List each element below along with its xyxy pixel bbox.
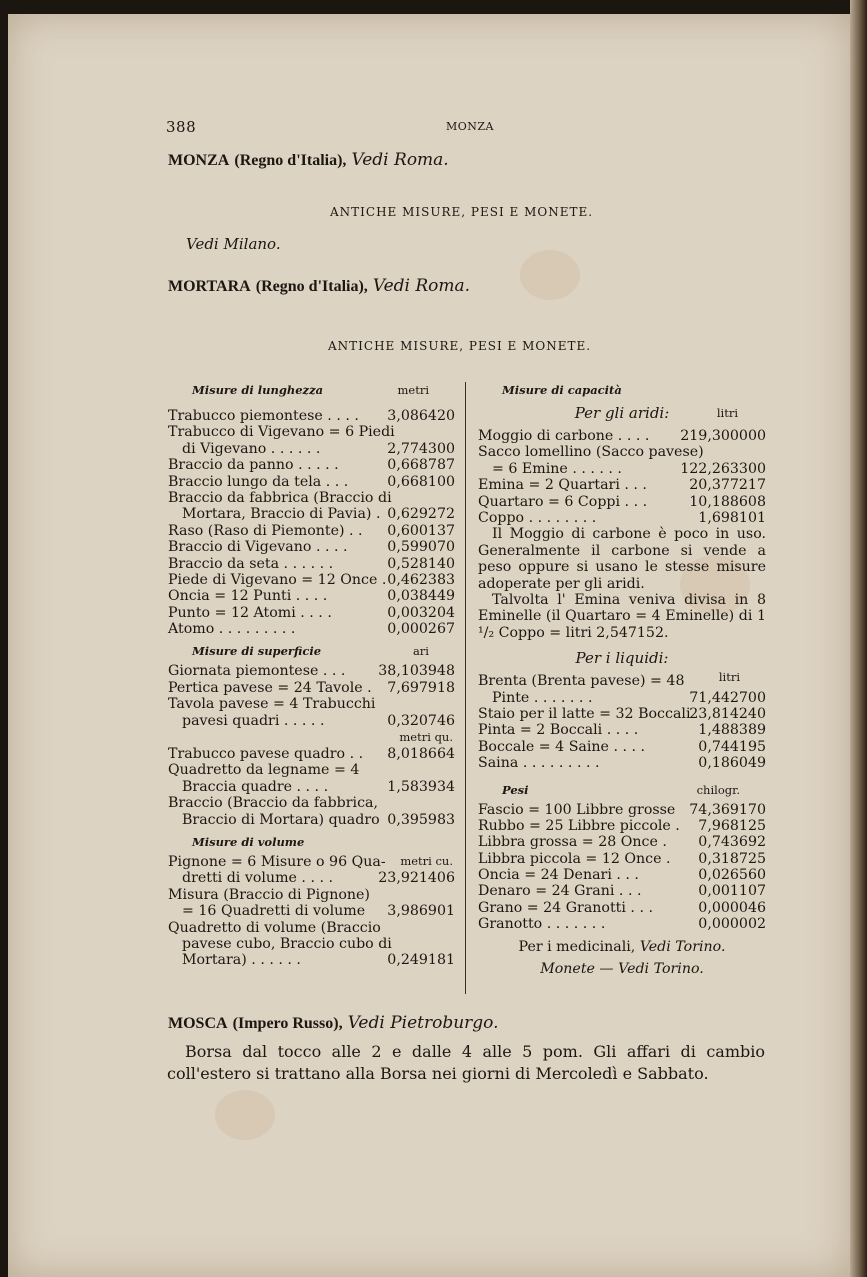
dry-measures-table	[478, 428, 766, 526]
table-row	[168, 621, 455, 637]
section-caption: ANTICHE MISURE, PESI E MONETE.	[328, 339, 592, 353]
measure-value: 0,000046	[698, 899, 766, 916]
table-row	[168, 588, 455, 604]
page-edge	[850, 0, 867, 1277]
measure-label: Tavola pavese = 4 Trabucchi	[168, 696, 376, 713]
measure-value: 20,377217	[689, 477, 766, 494]
table-row	[168, 936, 455, 952]
subsection-header	[478, 402, 766, 424]
table-row	[168, 903, 455, 919]
mosca-paragraph: Borsa dal tocco alle 2 e dalle 4 alle 5 pom. Gli affari di cambio coll'estero si trattano alla Borsa nei giorni di Mercoledì e Sabbato.	[167, 1042, 765, 1083]
measure-label: Braccio da fabbrica (Braccio di	[168, 489, 392, 506]
table-row	[168, 696, 455, 712]
section-caption: ANTICHE MISURE, PESI E MONETE.	[330, 205, 594, 219]
measure-label: Trabucco pavese quadro . .	[168, 746, 364, 763]
table-row	[478, 673, 766, 689]
measure-label: Trabucco di Vigevano = 6 Piedi	[168, 424, 395, 441]
section-header	[168, 834, 455, 854]
measure-label: Libbra grossa = 28 Once .	[478, 834, 667, 851]
measure-value: 0,743692	[698, 834, 766, 851]
table-row	[168, 762, 455, 778]
measure-label: Braccio lungo da tela . . .	[168, 473, 349, 490]
measure-label: Rubbo = 25 Libbre piccole .	[478, 817, 680, 834]
measure-label: Punto = 12 Atomi . . . .	[168, 604, 332, 621]
measure-label: = 16 Quadretti di volume	[182, 903, 366, 920]
section-title: Misure di capacità	[502, 383, 622, 397]
measure-value: 0,668787	[387, 457, 455, 474]
surface-table-2	[168, 746, 455, 828]
table-row	[168, 556, 455, 572]
section-header	[168, 382, 455, 402]
table-row	[478, 690, 766, 706]
measure-value: 219,300000	[680, 428, 766, 444]
unit-label: ari	[412, 644, 429, 659]
measure-label: Mortara) . . . . . .	[182, 952, 301, 969]
table-row	[478, 477, 766, 493]
table-row	[168, 506, 455, 522]
entry-heading-mortara	[168, 276, 470, 296]
measure-value: 7,968125	[698, 817, 766, 834]
see-reference: Vedi Milano.	[186, 235, 281, 253]
entry-qualifier: (Regno d'Italia),	[234, 152, 347, 169]
unit-label: metri	[397, 383, 429, 397]
measure-value: 0,038449	[387, 588, 455, 605]
measure-value: 0,395983	[387, 811, 455, 828]
measure-value: 0,001107	[698, 883, 766, 900]
measure-label: di Vigevano . . . . . .	[182, 440, 321, 457]
table-row	[478, 818, 766, 834]
left-column	[168, 382, 455, 969]
measure-label: pavesi quadri . . . . .	[182, 712, 325, 729]
table-row	[168, 812, 455, 828]
table-row	[168, 887, 455, 903]
weights-table	[478, 802, 766, 933]
measure-label: Granotto . . . . . . .	[478, 916, 606, 933]
entry-name: MORTARA	[168, 278, 251, 295]
unit-label: litri	[718, 670, 740, 685]
measure-label: Pertica pavese = 24 Tavole .	[168, 679, 372, 696]
table-row	[168, 870, 455, 886]
measure-value: 0,000267	[387, 621, 455, 638]
measure-value: 0,462383	[387, 571, 455, 588]
measure-label: Coppo . . . . . . . .	[478, 509, 597, 526]
table-row	[168, 539, 455, 555]
subsection-title: Per i liquidi:	[575, 649, 669, 668]
section-header	[168, 643, 455, 663]
measure-label: Braccio di Vigevano . . . .	[168, 539, 348, 556]
measure-value: 0,320746	[387, 712, 455, 729]
table-row	[478, 916, 766, 932]
entry-ref: Vedi Roma.	[351, 150, 449, 170]
table-row	[478, 834, 766, 850]
measure-value: 122,263300	[680, 460, 766, 477]
measure-label: Brenta (Brenta pavese) = 48	[478, 673, 685, 690]
table-row	[168, 572, 455, 588]
table-row	[168, 474, 455, 490]
measure-label: Quadretto di volume (Braccio	[168, 919, 381, 936]
table-row	[478, 867, 766, 883]
entry-heading-mosca	[168, 1013, 499, 1033]
measure-label: Emina = 2 Quartari . . .	[478, 477, 647, 494]
subsection-title: Per gli aridi:	[574, 404, 670, 422]
measure-value: 74,369170	[689, 801, 766, 818]
measure-value: 10,188608	[689, 493, 766, 510]
table-row	[168, 680, 455, 696]
foxing-stain	[215, 1090, 275, 1140]
measure-label: Piede di Vigevano = 12 Once .	[168, 571, 387, 588]
measure-label: Giornata piemontese . . .	[168, 663, 346, 680]
page-number: 388	[166, 118, 197, 136]
unit-label: litri	[716, 406, 738, 420]
surface-table	[168, 663, 455, 729]
unit-label: chilogr.	[696, 782, 740, 797]
section-title: Misure di volume	[192, 834, 305, 849]
table-row	[478, 802, 766, 818]
measure-label: Braccio da seta . . . . . .	[168, 555, 334, 572]
measure-value: 0,026560	[698, 867, 766, 884]
section-title: Pesi	[502, 782, 529, 797]
measure-label: Fascio = 100 Libbre grosse	[478, 801, 676, 818]
measure-label: pavese cubo, Braccio cubo di	[182, 935, 392, 952]
table-row	[168, 408, 455, 424]
measure-value: 0,599070	[387, 539, 455, 556]
measure-label: Pinta = 2 Boccali . . . .	[478, 722, 639, 739]
table-row	[168, 779, 455, 795]
measure-label: Quadretto da legname = 4	[168, 762, 360, 779]
table-row	[478, 739, 766, 755]
table-row	[478, 706, 766, 722]
medicinali-text: Per i medicinali,	[518, 938, 636, 955]
table-row	[168, 713, 455, 729]
measure-value: 3,986901	[387, 903, 455, 920]
table-row	[478, 510, 766, 526]
length-table	[168, 408, 455, 637]
table-row	[168, 952, 455, 968]
measure-value: 0,668100	[387, 473, 455, 490]
table-row	[168, 490, 455, 506]
medicinali-line	[478, 937, 766, 957]
measure-label: Oncia = 24 Denari . . .	[478, 867, 639, 884]
measure-label: Boccale = 4 Saine . . . .	[478, 738, 646, 755]
measure-value: 0,249181	[387, 952, 455, 969]
measure-value: 0,000002	[698, 916, 766, 933]
measure-label: dretti di volume . . . .	[182, 870, 333, 887]
measure-value: 7,697918	[387, 679, 455, 696]
foxing-stain	[520, 250, 580, 300]
table-row	[168, 746, 455, 762]
entry-ref: Vedi Roma.	[372, 276, 471, 296]
table-row	[168, 605, 455, 621]
measure-label: Staio per il latte = 32 Boccali	[478, 705, 691, 722]
measure-label: Mortara, Braccio di Pavia) .	[182, 506, 381, 523]
measure-label: Oncia = 12 Punti . . . .	[168, 588, 328, 605]
unit-label: metri cu.	[400, 853, 453, 868]
medicinali-ref: Vedi Torino.	[639, 938, 726, 955]
measure-value: 3,086420	[387, 408, 455, 424]
measure-label: Saina . . . . . . . . .	[478, 755, 600, 772]
table-row	[478, 494, 766, 510]
measure-label: Sacco lomellino (Sacco pavese)	[478, 444, 704, 461]
measure-label: Trabucco piemontese . . . .	[168, 408, 359, 424]
table-row	[478, 900, 766, 916]
measure-value: 0,003204	[387, 604, 455, 621]
table-row	[168, 424, 455, 440]
measure-label: Libbra piccola = 12 Once .	[478, 850, 671, 867]
measure-value: 0,528140	[387, 555, 455, 572]
table-row	[168, 854, 455, 870]
measure-value: 1,488389	[698, 722, 766, 739]
right-column	[478, 382, 766, 981]
entry-qualifier: (Regno d'Italia),	[255, 278, 368, 295]
measure-label: Atomo . . . . . . . . .	[168, 621, 296, 638]
measure-label: Braccio di Mortara) quadro	[182, 811, 380, 828]
measure-label: Grano = 24 Granotti . . .	[478, 899, 653, 916]
section-title: Misure di superficie	[192, 644, 322, 659]
section-header	[478, 382, 766, 402]
measure-value: 23,814240	[689, 705, 766, 722]
entry-name: MONZA	[168, 152, 230, 169]
table-row	[478, 428, 766, 444]
volume-table	[168, 854, 455, 969]
entry-name: MOSCA	[168, 1015, 228, 1032]
measure-label: Raso (Raso di Piemonte) . .	[168, 522, 363, 539]
table-row	[168, 457, 455, 473]
measure-label: = 6 Emine . . . . . .	[492, 460, 622, 477]
table-row	[478, 755, 766, 771]
table-row	[478, 851, 766, 867]
measure-value: 2,774300	[387, 440, 455, 457]
entry-qualifier: (Impero Russo),	[232, 1015, 343, 1032]
running-title: MONZA	[446, 120, 494, 133]
table-row	[478, 444, 766, 460]
measure-value: 1,583934	[387, 778, 455, 795]
table-row	[478, 461, 766, 477]
liquid-measures-table	[478, 673, 766, 771]
entry-heading-monza	[168, 150, 449, 170]
measure-value: 23,921406	[378, 870, 455, 887]
measure-label: Braccia quadre . . . .	[182, 778, 329, 795]
measure-label: Denaro = 24 Grani . . .	[478, 883, 642, 900]
measure-label: Misura (Braccio di Pignone)	[168, 886, 370, 903]
section-title: Misure di lunghezza	[192, 383, 324, 397]
measure-label: Braccio da panno . . . . .	[168, 457, 339, 474]
entry-ref: Vedi Pietroburgo.	[347, 1013, 499, 1033]
table-row	[168, 663, 455, 679]
measure-value: 8,018664	[387, 746, 455, 763]
measure-value: 1,698101	[698, 509, 766, 526]
measure-value: 38,103948	[378, 663, 455, 680]
measure-label: Pinte . . . . . . .	[492, 689, 593, 706]
measure-value: 0,629272	[387, 506, 455, 523]
measure-label: Quartaro = 6 Coppi . . .	[478, 493, 648, 510]
section-header	[478, 782, 766, 802]
measure-value: 0,318725	[698, 850, 766, 867]
measure-label: Braccio (Braccio da fabbrica,	[168, 795, 378, 812]
table-row	[168, 920, 455, 936]
measure-label: Moggio di carbone . . . .	[478, 428, 650, 444]
measure-value: 71,442700	[689, 689, 766, 706]
measure-value: 0,600137	[387, 522, 455, 539]
table-row	[168, 795, 455, 811]
note-paragraph: Talvolta l' Emina veniva divisa in 8 Eminelle (il Quartaro = 4 Eminelle) di 1 ¹/₂ Coppo = litri 2,547152.	[478, 591, 766, 641]
table-row	[168, 441, 455, 457]
measure-value: 0,744195	[698, 738, 766, 755]
table-row	[478, 722, 766, 738]
unit-label: metri qu.	[399, 730, 453, 745]
monete-line: Monete — Vedi Torino.	[540, 960, 704, 977]
unit-row	[168, 729, 455, 746]
measure-value: 0,186049	[698, 755, 766, 772]
table-row	[168, 523, 455, 539]
note-paragraph: Il Moggio di carbone è poco in uso. Generalmente il carbone si vende a peso oppure si usano le stesse misure adoperate per gli aridi.	[478, 526, 766, 592]
column-divider	[465, 382, 466, 994]
measure-label: Pignone = 6 Misure o 96 Qua-	[168, 853, 386, 870]
table-row	[478, 883, 766, 899]
